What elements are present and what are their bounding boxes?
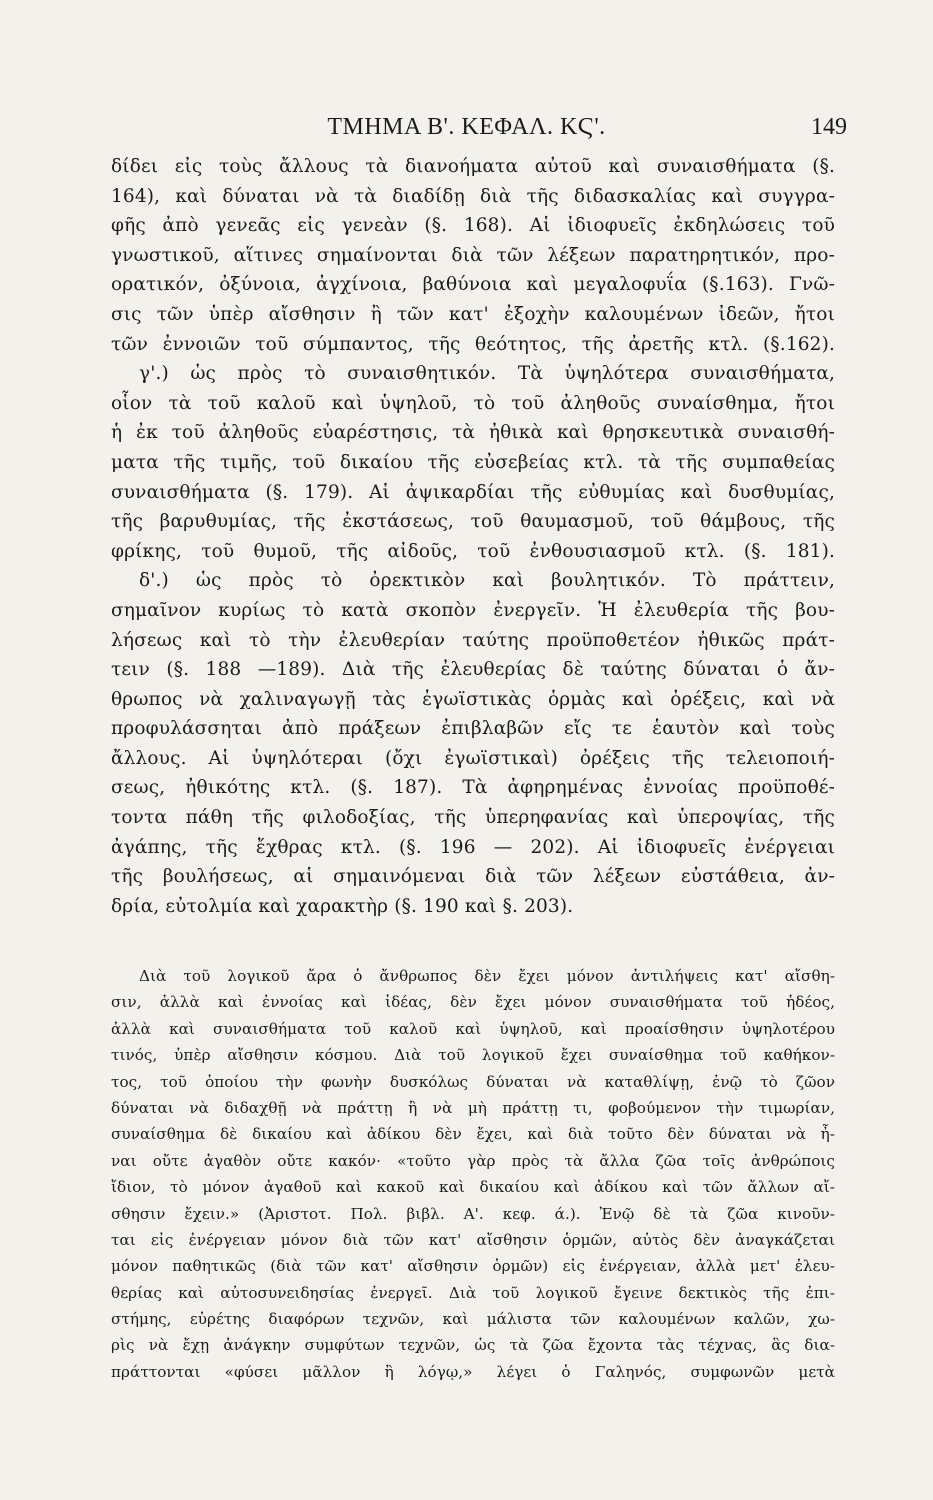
text-line: τῆς βαρυθυμίας, τῆς ἐκστάσεως, τοῦ θαυμασμοῦ, τοῦ θάμβους, τῆς: [111, 511, 835, 533]
footnote-line: ται εἰς ἐνέργειαν μόνον διὰ τῶν κατ' αἴσθησιν ὁρμῶν, αὐτὸς δὲν ἀναγκάζεται: [111, 1230, 835, 1249]
footnote-line: τος, τοῦ ὁποίου τὴν φωνὴν δυσκόλως δύναται νὰ καταθλίψῃ, ἐνῷ τὸ ζῶον: [111, 1072, 835, 1091]
text-line: οἷον τὰ τοῦ καλοῦ καὶ ὑψηλοῦ, τὸ τοῦ ἀληθοῦς συναίσθημα, ἤτοι: [111, 392, 835, 414]
footnote-line: σθησιν ἔχειν.» (Ἀριστοτ. Πολ. βιβλ. Α'. κεφ. ά.). Ἐνῷ δὲ τὰ ζῶα κινοῦν-: [111, 1204, 835, 1223]
text-line: φρίκης, τοῦ θυμοῦ, τῆς αἰδοῦς, τοῦ ἐνθουσιασμοῦ κτλ. (§. 181).: [111, 540, 835, 562]
text-line: σις τῶν ὑπὲρ αἴσθησιν ἢ τῶν κατ' ἐξοχὴν καλουμένων ἰδεῶν, ἤτοι: [111, 303, 835, 325]
footnote-line: τινός, ὑπὲρ αἴσθησιν κόσμου. Διὰ τοῦ λογικοῦ ἔχει συναίσθημα τοῦ καθήκον-: [111, 1046, 835, 1065]
text-line: λήσεως καὶ τὸ τὴν ἐλευθερίαν ταύτης προϋποθετέον ἠθικῶς πράτ-: [111, 629, 835, 651]
text-line: συναισθήματα (§. 179). Αἱ ἀψικαρδίαι τῆς εὐθυμίας καὶ δυσθυμίας,: [111, 481, 835, 503]
text-line: ἄλλους. Αἱ ὑψηλότεραι (ὄχι ἐγωϊστικαὶ) ὀρέξεις τῆς τελειοποιή-: [111, 747, 835, 769]
text-line: τειν (§. 188 —189). Διὰ τῆς ἐλευθερίας δὲ ταύτης δύναται ὁ ἄν-: [111, 659, 835, 681]
text-line: δ'.) ὡς πρὸς τὸ ὀρεκτικὸν καὶ βουλητικόν. Τὸ πράττειν,: [139, 570, 835, 592]
footnote-line: στήμης, εὑρέτης διαφόρων τεχνῶν, καὶ μάλιστα τῶν καλουμένων καλῶν, χω-: [111, 1310, 835, 1329]
text-line: ματα τῆς τιμῆς, τοῦ δικαίου τῆς εὐσεβείας κτλ. τὰ τῆς συμπαθείας: [111, 451, 835, 473]
footnote-line: δύναται νὰ διδαχθῇ νὰ πράττῃ ἢ νὰ μὴ πράττῃ τι, φοβούμενον τὴν τιμωρίαν,: [111, 1098, 835, 1117]
text-line: δίδει εἰς τοὺς ἄλλους τὰ διανοήματα αὐτοῦ καὶ συναισθήματα (§.: [111, 156, 835, 177]
footnote-line: ρὶς νὰ ἔχῃ ἀνάγκην συμφύτων τεχνῶν, ὡς τὰ ζῶα ἔχοντα τὰς τέχνας, ἃς δια-: [111, 1336, 835, 1355]
running-header: [0, 112, 933, 146]
footnote-line: Διὰ τοῦ λογικοῦ ἄρα ὁ ἄνθρωπος δὲν ἔχει μόνον ἀντιλήψεις κατ' αἴσθη-: [139, 967, 835, 985]
text-line: γνωστικοῦ, αἵτινες σημαίνονται διὰ τῶν λέξεων παρατηρητικόν, προ-: [111, 244, 835, 266]
running-title: ΤΜΗΜΑ Β'. ΚΕΦΑΛ. ΚϚ'.: [327, 114, 606, 140]
text-line: προφυλάσσηται ἀπὸ πράξεων ἐπιβλαβῶν εἴς τε ἑαυτὸν καὶ τοὺς: [111, 718, 835, 740]
body-text: [111, 152, 835, 921]
text-line: τῶν ἐννοιῶν τοῦ σύμπαντος, τῆς θεότητος, τῆς ἀρετῆς κτλ. (§.162).: [111, 333, 835, 355]
text-line: δρία, εὐτολμία καὶ χαρακτὴρ (§. 190 καὶ §. 203).: [111, 895, 574, 917]
footnote-line: σιν, ἀλλὰ καὶ ἐννοίας καὶ ἰδέας, δὲν ἔχει μόνον συναισθήματα τοῦ ἡδέος,: [111, 993, 835, 1012]
text-line: ἡ ἐκ τοῦ ἀληθοῦς εὐαρέστησις, τὰ ἠθικὰ καὶ θρησκευτικὰ συναισθή-: [111, 422, 835, 444]
text-line: γ'.) ὡς πρὸς τὸ συναισθητικόν. Τὰ ὑψηλότερα συναισθήματα,: [139, 363, 835, 385]
footnote-line: πράττονται «φύσει μᾶλλον ἢ λόγῳ,» λέγει ὁ Γαληνός, συμφωνῶν μετὰ: [111, 1362, 835, 1381]
footnote-line: θερίας καὶ αὐτοσυνειδησίας ἐνεργεῖ. Διὰ τοῦ λογικοῦ ἔγεινε δεκτικὸς τῆς ἐπι-: [111, 1283, 835, 1302]
text-line: τοντα πάθη τῆς φιλοδοξίας, τῆς ὑπερηφανίας καὶ ὑπεροψίας, τῆς: [111, 807, 835, 829]
text-line: φῆς ἀπὸ γενεᾶς εἰς γενεὰν (§. 168). Αἱ ἰδιοφυεῖς ἐκδηλώσεις τοῦ: [111, 215, 835, 237]
text-line: σημαῖνον κυρίως τὸ κατὰ σκοπὸν ἐνεργεῖν. Ἡ ἐλευθερία τῆς βου-: [111, 599, 835, 621]
text-line: ἀγάπης, τῆς ἔχθρας κτλ. (§. 196 — 202). Αἱ ἰδιοφυεῖς ἐνέργειαι: [111, 836, 835, 858]
footnote-line: συναίσθημα δὲ δικαίου καὶ ἀδίκου δὲν ἔχει, καὶ διὰ τοῦτο δὲν δύναται νὰ ἦ-: [111, 1125, 835, 1144]
text-line: ορατικόν, ὀξύνοια, ἀγχίνοια, βαθύνοια καὶ μεγαλοφυΐα (§.163). Γνῶ-: [111, 274, 835, 296]
footnote-line: ναι οὔτε ἀγαθὸν οὔτε κακόν· «τοῦτο γὰρ πρὸς τὰ ἄλλα ζῶα τοῖς ἀνθρώποις: [111, 1151, 835, 1170]
footnote-line: ἀλλὰ καὶ συναισθήματα τοῦ καλοῦ καὶ ὑψηλοῦ, καὶ προαίσθησιν ὑψηλοτέρου: [111, 1019, 835, 1038]
text-line: θρωπος νὰ χαλιναγωγῇ τὰς ἐγωϊστικὰς ὁρμὰς καὶ ὀρέξεις, καὶ νὰ: [111, 688, 835, 710]
text-line: σεως, ἠθικότης κτλ. (§. 187). Τὰ ἀφηρημένας ἐννοίας προϋποθέ-: [111, 777, 835, 799]
footnote-line: μόνον παθητικῶς (διὰ τῶν κατ' αἴσθησιν ὁρμῶν) εἰς ἐνέργειαν, ἀλλὰ μετ' ἐλευ-: [111, 1257, 835, 1276]
footnote: [111, 963, 835, 1385]
footnote-line: ἴδιον, τὸ μόνον ἀγαθοῦ καὶ κακοῦ καὶ δικαίου καὶ ἀδίκου καὶ τῶν ἄλλων αἴ-: [111, 1178, 835, 1197]
page-number: 149: [811, 114, 847, 140]
text-line: 164), καὶ δύναται νὰ τὰ διαδίδῃ διὰ τῆς διδασκαλίας καὶ συγγρα-: [111, 185, 835, 207]
text-line: τῆς βουλήσεως, αἱ σημαινόμεναι διὰ τῶν λέξεων εὐστάθεια, ἀν-: [111, 866, 835, 888]
